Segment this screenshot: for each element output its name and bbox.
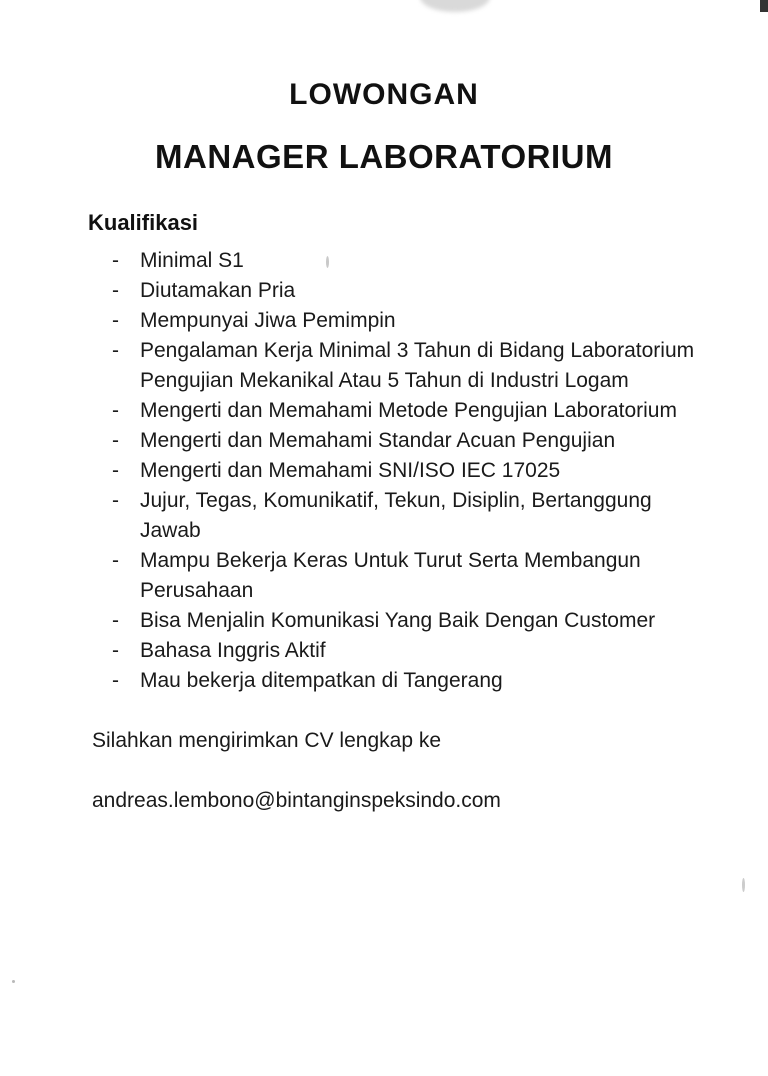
- list-item-text: Diutamakan Pria: [140, 279, 296, 302]
- list-item-text: Minimal S1: [140, 249, 244, 272]
- list-item-text: Mengerti dan Memahami Metode Pengujian Laboratorium: [140, 399, 677, 422]
- list-item-text: Jujur, Tegas, Komunikatif, Tekun, Disiplin, Bertanggung Jawab: [140, 489, 652, 542]
- list-item: [112, 636, 710, 666]
- list-item: [112, 456, 710, 486]
- qualifications-list: [0, 246, 768, 696]
- list-item-text: Pengalaman Kerja Minimal 3 Tahun di Bidang Laboratorium Pengujian Mekanikal Atau 5 Tahun di Industri Logam: [140, 339, 695, 392]
- list-bullet: -: [112, 549, 119, 572]
- list-bullet: -: [112, 609, 119, 632]
- list-bullet: -: [112, 669, 119, 692]
- list-item: [112, 396, 710, 426]
- scan-top-edge: [0, 0, 768, 22]
- list-bullet: -: [112, 279, 119, 302]
- list-bullet: -: [112, 489, 119, 512]
- list-item: [112, 336, 710, 396]
- list-item-text: Mengerti dan Memahami Standar Acuan Pengujian: [140, 429, 616, 452]
- page-title-position: MANAGER LABORATORIUM: [155, 138, 613, 175]
- list-bullet: -: [112, 459, 119, 482]
- list-item-text: Bisa Menjalin Komunikasi Yang Baik Dengan Customer: [140, 609, 656, 632]
- list-item: [112, 276, 710, 306]
- scan-dark-corner-artifact: [760, 0, 768, 12]
- contact-email: andreas.lembono@bintanginspeksindo.com: [92, 789, 501, 812]
- list-item: [112, 426, 710, 456]
- page-title-primary: LOWONGAN: [289, 78, 479, 111]
- qualifications-heading: Kualifikasi: [88, 210, 199, 235]
- list-bullet: -: [112, 399, 119, 422]
- list-item: [112, 546, 710, 606]
- list-item-text: Bahasa Inggris Aktif: [140, 639, 326, 662]
- list-item: [112, 246, 710, 276]
- list-item: [112, 606, 710, 636]
- scan-speck: [742, 878, 745, 892]
- list-bullet: -: [112, 639, 119, 662]
- list-item: [112, 666, 710, 696]
- list-item-text: Mampu Bekerja Keras Untuk Turut Serta Membangun Perusahaan: [140, 549, 641, 602]
- list-bullet: -: [112, 429, 119, 452]
- document-title-block: [0, 78, 768, 176]
- scan-speck: [12, 980, 15, 983]
- scan-speck: [326, 256, 329, 268]
- list-bullet: -: [112, 309, 119, 332]
- list-item-text: Mempunyai Jiwa Pemimpin: [140, 309, 396, 332]
- application-instruction: Silahkan mengirimkan CV lengkap ke: [92, 729, 442, 752]
- list-item-text: Mau bekerja ditempatkan di Tangerang: [140, 669, 503, 692]
- list-bullet: -: [112, 249, 119, 272]
- list-item: [112, 486, 710, 546]
- list-bullet: -: [112, 339, 119, 362]
- list-item: [112, 306, 710, 336]
- list-item-text: Mengerti dan Memahami SNI/ISO IEC 17025: [140, 459, 561, 482]
